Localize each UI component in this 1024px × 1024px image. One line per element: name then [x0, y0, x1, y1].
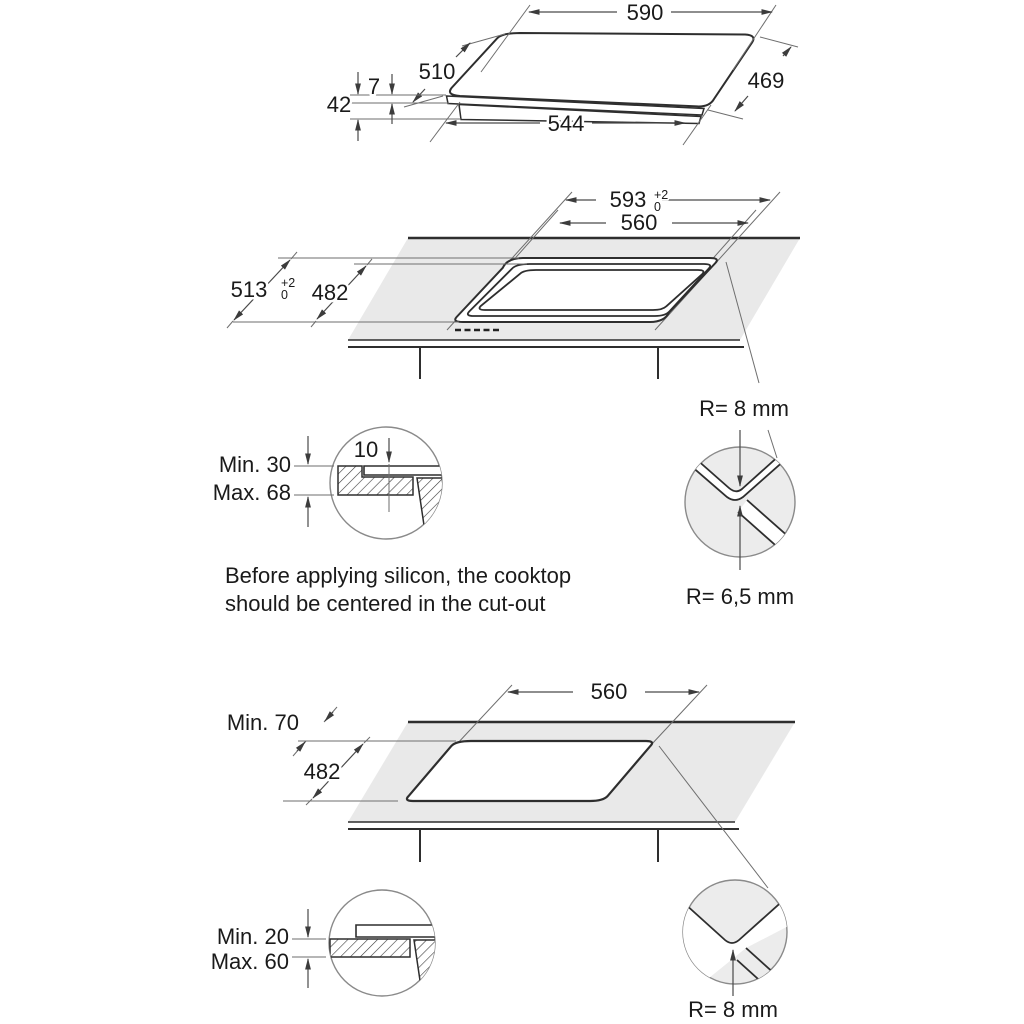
radius-8mm-flush-label: R= 8 mm	[699, 396, 789, 421]
dim-593-label: 593	[609, 187, 647, 212]
dimension-469	[708, 37, 798, 119]
dim-560-flush-label: 560	[620, 210, 658, 235]
flush-cutout-diagram	[227, 187, 800, 383]
dim-7-label: 7	[367, 74, 381, 99]
max-68-label: Max. 68	[212, 480, 291, 505]
dim-482-surface-label: 482	[303, 759, 341, 784]
dim-593-tol-plus: +2	[654, 188, 669, 202]
radius-6-5mm-label: R= 6,5 mm	[685, 584, 795, 609]
cooktop-glass-section-2	[356, 925, 440, 937]
dim-469-label: 469	[747, 68, 785, 93]
dimension-560-surface	[508, 679, 699, 704]
surface-cutout-diagram	[227, 679, 795, 888]
dimension-560-flush	[560, 210, 748, 235]
dim-513-tol-minus: 0	[281, 288, 288, 302]
dim-42-label: 42	[326, 92, 352, 117]
surface-corner-detail	[670, 880, 800, 1022]
dim-513-label: 513	[230, 277, 268, 302]
dim-482-flush-label: 482	[311, 280, 349, 305]
silicon-note	[225, 563, 571, 616]
dimension-590	[481, 0, 776, 72]
flush-corner-detail	[683, 396, 799, 609]
note-line-1: Before applying silicon, the cooktop	[225, 563, 572, 588]
min-70-label: Min. 70	[226, 710, 299, 735]
max-60-label: Max. 60	[210, 949, 289, 974]
dim-560-surface-label: 560	[590, 679, 628, 704]
dim-510-label: 510	[418, 59, 456, 84]
radius-8mm-surface-label: R= 8 mm	[688, 997, 778, 1022]
cooktop-glass-top	[450, 33, 754, 106]
note-line-2: should be centered in the cut-out	[225, 591, 546, 616]
cooktop-glass-section	[364, 466, 446, 475]
dim-590-label: 590	[626, 0, 664, 25]
dim-513-tol-plus: +2	[281, 276, 296, 290]
worktop-section-hatched-2	[330, 939, 410, 957]
dim-10-label: 10	[353, 437, 379, 462]
cooktop-isometric-view	[327, 0, 798, 145]
surface-section-detail	[211, 890, 446, 996]
dim-544-label: 544	[547, 111, 585, 136]
dim-593-tol-minus: 0	[654, 200, 661, 214]
min-30-label: Min. 30	[218, 452, 291, 477]
dimension-593	[566, 187, 770, 214]
flush-section-detail	[213, 427, 450, 539]
min-20-label: Min. 20	[216, 924, 289, 949]
